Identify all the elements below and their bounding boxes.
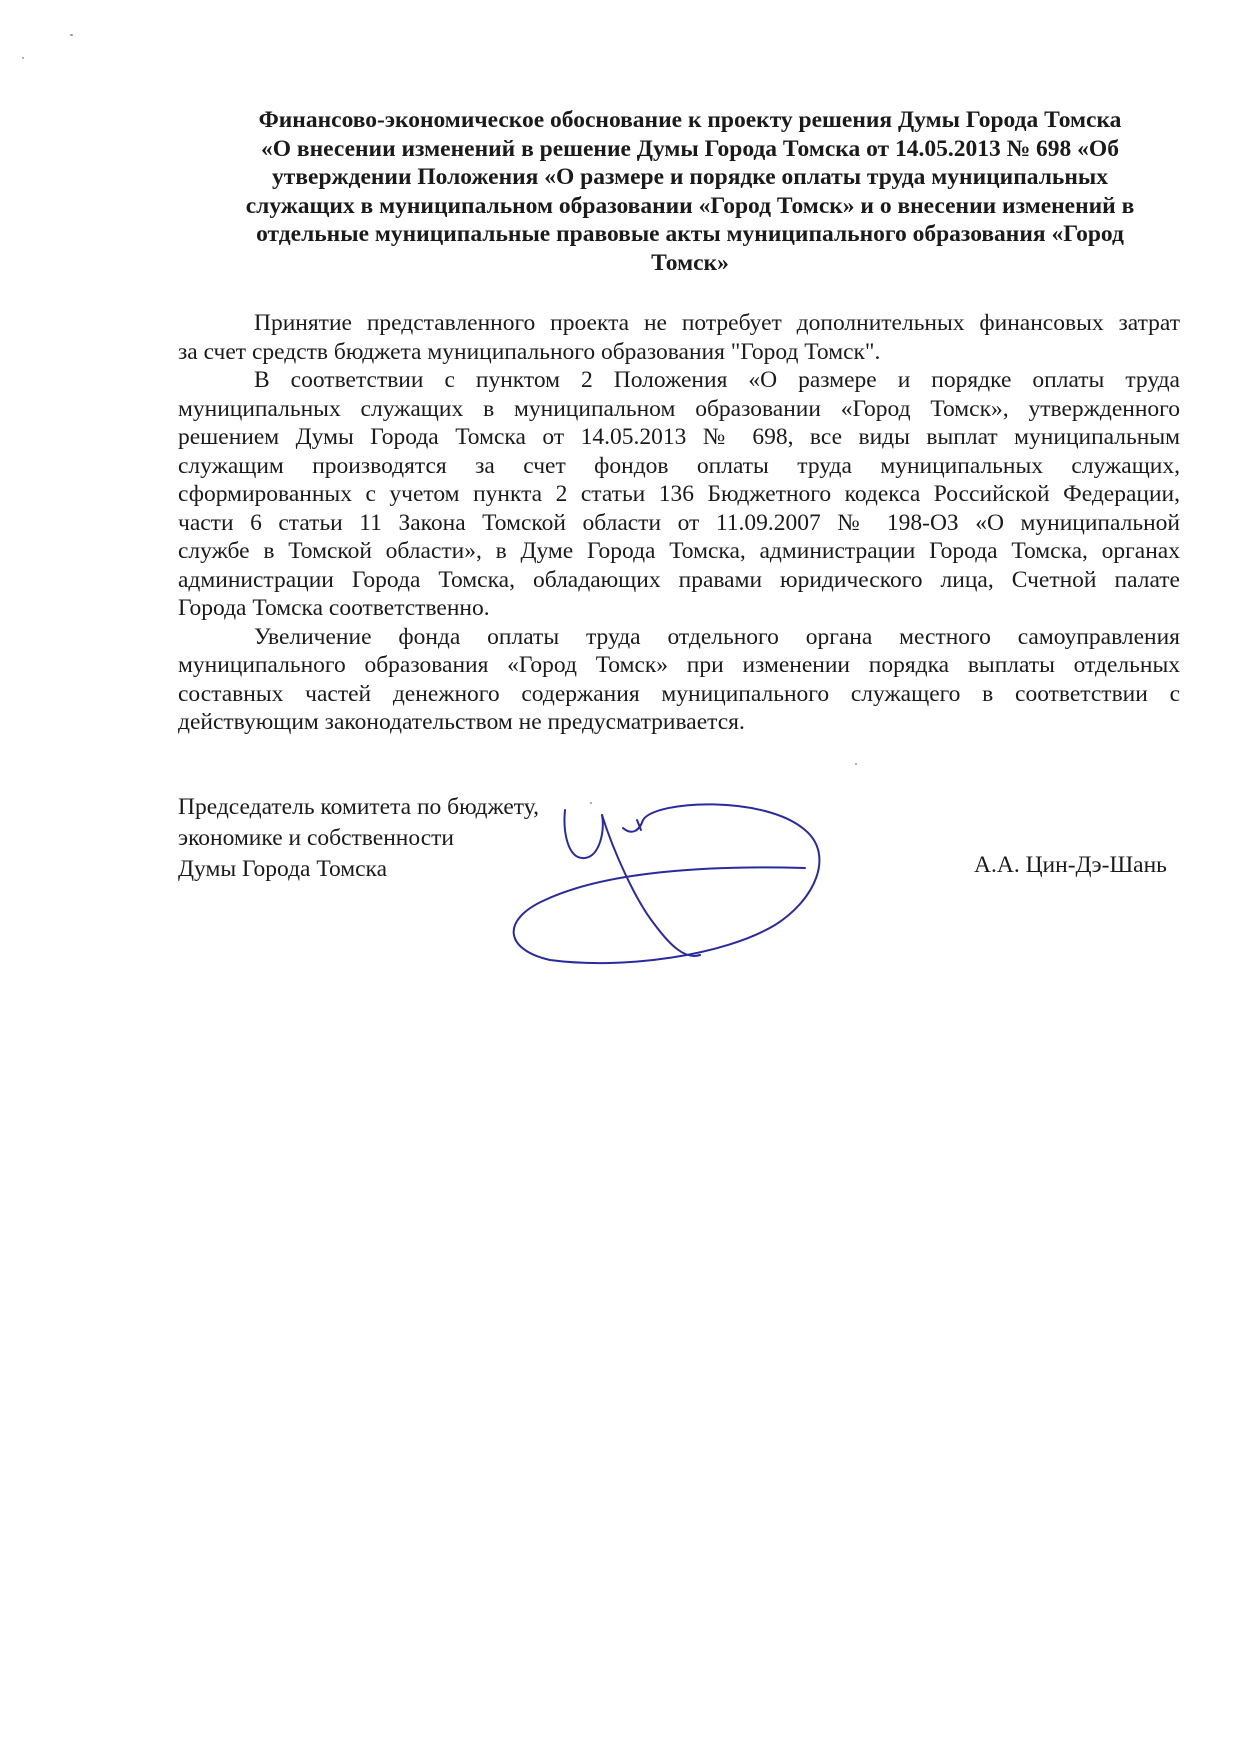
paragraph-line: администрации Города Томска, обладающих правами юридического лица, Счетной палате [178,566,1180,593]
scan-speck [855,763,857,765]
document-body [178,309,1180,737]
position-line: Председатель комитета по бюджету, [178,794,540,820]
paragraph-line: Принятие представленного проекта не потребует дополнительных финансовых затрат [254,310,1180,336]
paragraph-line: составных частей денежного содержания муниципального служащего в соответствии с [178,680,1180,707]
title-line: «О внесении изменений в решение Думы Города Томска от 14.05.2013 № 698 «Об [261,135,1119,162]
paragraph-line: решением Думы Города Томска от 14.05.2013 № 698, все виды выплат муниципальным [178,424,1180,450]
paragraph-line: службе в Томской области», в Думе Города Томска, администрации Города Томска, органах [178,538,1180,564]
paragraph-line: Увеличение фонда оплаты труда отдельного органа местного самоуправления [254,623,1180,650]
signatory-position [178,792,539,885]
position-line: Думы Города Томска [178,856,388,882]
paragraph-fund-increase [178,623,1180,737]
scan-speck [22,57,24,59]
title-line: Финансово-экономическое обоснование к проекту решения Думы Города Томска [258,107,1122,133]
scan-speck [590,802,592,804]
paragraph-line: Города Томска соответственно. [178,595,490,621]
signature-stroke [602,815,700,956]
position-line: экономике и собственности [178,825,454,851]
scan-speck [70,34,73,36]
paragraph-line: В соответствии с пунктом 2 Положения «О размере и порядке оплаты труда [254,367,1180,393]
paragraph-legal-basis [178,366,1180,623]
handwritten-signature [505,790,925,980]
paragraph-line: служащим производятся за счет фондов оплаты труда муниципальных служащих, [178,452,1180,479]
paragraph-line: действующим законодательством не предусматривается. [178,709,745,735]
document-title [200,106,1180,277]
paragraph-line: муниципального образования «Город Томск» при изменении порядка выплаты отдельных [178,652,1180,678]
signature-stroke [565,810,603,858]
title-line: утверждении Положения «О размере и порядке оплаты труда муниципальных [272,164,1108,190]
paragraph-line: сформированных с учетом пункта 2 статьи 136 Бюджетного кодекса Российской Федерации, [178,481,1180,507]
title-line: отдельные муниципальные правовые акты муниципального образования «Город [256,221,1124,247]
title-line: служащих в муниципальном образовании «Город Томск» и о внесении изменений в [245,192,1135,219]
paragraph-no-costs [178,309,1180,366]
paragraph-line: части 6 статьи 11 Закона Томской области от 11.09.2007 № 198-ОЗ «О муниципальной [178,509,1180,536]
paragraph-line: за счет средств бюджета муниципального образования "Город Томск". [178,338,881,365]
signatory-name: А.А. Цин-Дэ-Шань [974,852,1167,878]
paragraph-line: муниципальных служащих в муниципальном образовании «Город Томск», утвержденного [178,395,1180,422]
title-line: Томск» [651,249,729,276]
